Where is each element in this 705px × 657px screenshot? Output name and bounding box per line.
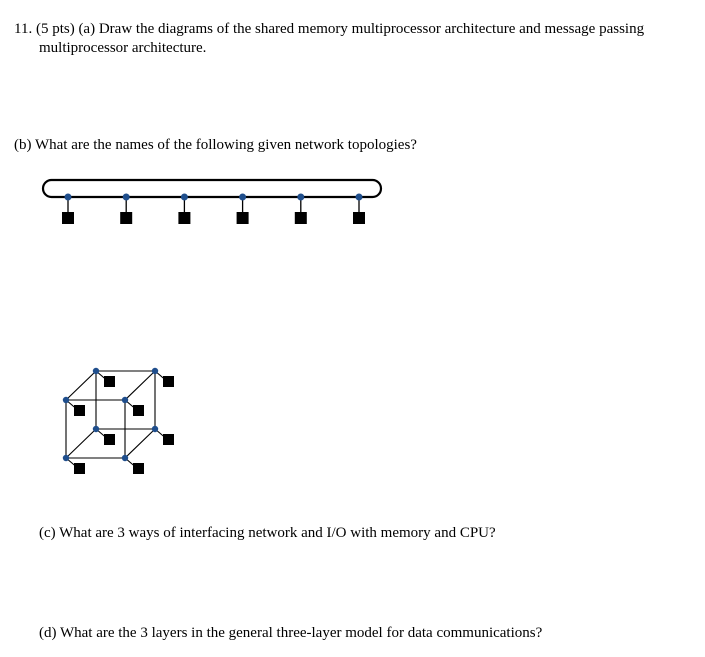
cube-connection-dot	[63, 397, 69, 403]
cube-edge	[125, 429, 155, 458]
question-b: (b) What are the names of the following given network topologies?	[14, 137, 417, 153]
bus-line	[43, 180, 381, 197]
cube-node	[163, 434, 174, 445]
cube-connection-dot	[152, 426, 158, 432]
cube-edge	[125, 371, 155, 400]
bus-connection-dot	[239, 194, 246, 201]
cube-connection-dot	[93, 426, 99, 432]
question-c: (c) What are 3 ways of interfacing network and I/O with memory and CPU?	[39, 525, 496, 541]
cube-connection-dot	[93, 368, 99, 374]
cube-edge	[66, 429, 96, 458]
question-11-line-2: multiprocessor architecture.	[39, 40, 207, 56]
cube-node	[74, 405, 85, 416]
cube-node	[163, 376, 174, 387]
cube-node	[104, 434, 115, 445]
bus-node	[353, 212, 365, 224]
cube-connection-dot	[152, 368, 158, 374]
bus-connection-dot	[65, 194, 72, 201]
bus-connection-dot	[356, 194, 363, 201]
bus-node	[62, 212, 74, 224]
cube-connection-dot	[122, 455, 128, 461]
bus-connection-dot	[297, 194, 304, 201]
bus-node	[120, 212, 132, 224]
bus-node	[178, 212, 190, 224]
bus-topology-diagram	[40, 175, 385, 230]
cube-node	[74, 463, 85, 474]
cube-node	[104, 376, 115, 387]
question-11-line-1: 11. (5 pts) (a) Draw the diagrams of the shared memory multiprocessor architecture and message passing	[14, 21, 645, 37]
bus-node	[295, 212, 307, 224]
cube-node	[133, 405, 144, 416]
cube-node	[133, 463, 144, 474]
question-d: (d) What are the 3 layers in the general three-layer model for data communications?	[39, 625, 543, 641]
cube-connection-dot	[63, 455, 69, 461]
bus-connection-dot	[123, 194, 130, 201]
cube-connection-dot	[122, 397, 128, 403]
cube-edge	[66, 371, 96, 400]
bus-node	[237, 212, 249, 224]
hypercube-topology-diagram	[55, 362, 185, 482]
bus-connection-dot	[181, 194, 188, 201]
